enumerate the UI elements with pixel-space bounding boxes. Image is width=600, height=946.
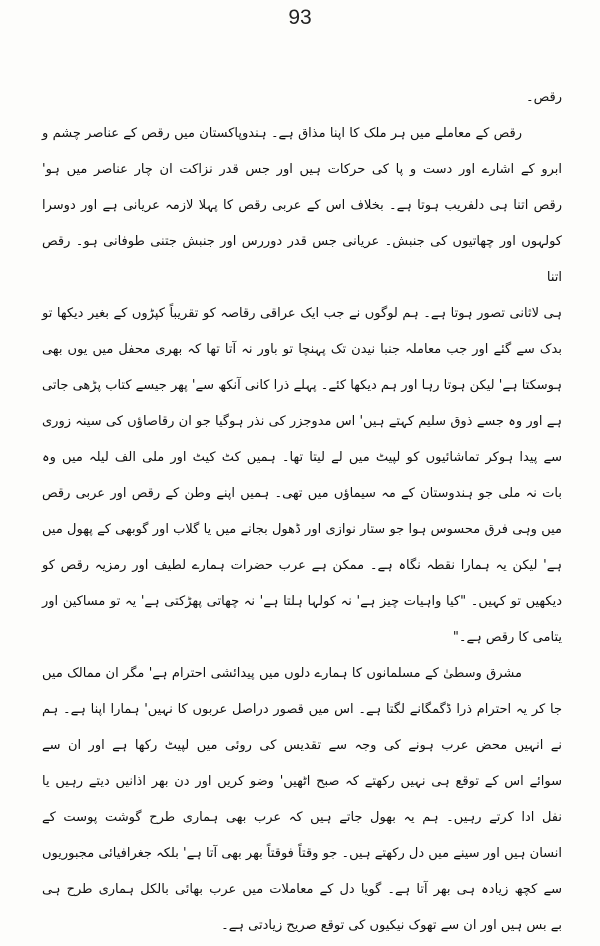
paragraph-1-line: ہے اور وہ جسے ذوق سلیم کہتے ہیں' اس مدوجزر کی نذر ہوگیا جو ان رقاصاؤں کی سینہ زوری bbox=[42, 414, 562, 429]
paragraph-1-line: یتامی کا رقص ہے۔" bbox=[452, 630, 562, 645]
page-number: 93 bbox=[288, 6, 312, 29]
paragraph-1-line: سے پیدا ہوکر تماشائیوں کو لپیٹ میں لے لیتا تھا۔ ہمیں کٹ کیٹ اور ملی الف لیلہ میں وہ bbox=[42, 450, 562, 465]
paragraph-1-line: ابرو کے اشارے اور دست و پا کی حرکات ہیں اور جس قدر نزاکت ان چار عناصر میں ہو' bbox=[42, 162, 562, 177]
body-text bbox=[42, 80, 562, 944]
paragraph-1-line: بدک سے گئے اور جب معاملہ جنبا نیدن تک پہنچا تو باور نہ آتا تھا کہ بھری محفل میں یوں بھی bbox=[42, 342, 562, 357]
paragraph-1-line: دیکھیں تو کہیں۔ "کیا واہیات چیز ہے' نہ کولہا ہلتا ہے' نہ چھاتی پھڑکتی ہے' یہ تو مساکین اور bbox=[42, 594, 562, 609]
section-heading: رقص۔ bbox=[525, 90, 562, 105]
paragraph-1-line: ہے' لیکن یہ ہمارا نقطہ نگاہ ہے۔ ممکن ہے عرب حضرات ہمارے لطیف اور رمزیہ رقص کو bbox=[42, 558, 562, 573]
paragraph-1-line: کولہوں اور چھاتیوں کی جنبش۔ عریانی جس قدر دوررس اور جنبش جتنی طوفانی ہو۔ رقص اتنا bbox=[42, 234, 562, 285]
paragraph-2-line: سے کچھ زیادہ ہی بھر آتا ہے۔ گویا دل کے معاملات میں عرب بھائی بالکل ہماری طرح ہی bbox=[42, 882, 562, 897]
paragraph-1-line: رقص اتنا ہی دلفریب ہوتا ہے۔ بخلاف اس کے عربی رقص کا پہلا لازمہ عریانی ہے اور دوسرا bbox=[42, 198, 562, 213]
paragraph-2-line: نفل ادا کرتے رہیں۔ ہم یہ بھول جاتے ہیں کہ عرب بھی ہماری طرح گوشت پوست کے bbox=[42, 810, 562, 825]
paragraph-2-line: انسان ہیں اور سینے میں دل رکھتے ہیں۔ جو وقتاً فوقتاً بھر بھی آتا ہے' بلکہ جغرافیائی مجبوریوں bbox=[42, 846, 562, 861]
paragraph-2-line: جا کر یہ احترام ذرا ڈگمگانے لگتا ہے۔ اس میں قصور دراصل عربوں کا نہیں' ہمارا اپنا ہے۔ ہم bbox=[42, 702, 562, 717]
paragraph-2-line: نے انہیں محض عرب ہونے کی وجہ سے تقدیس کی روئی میں لپیٹ رکھا ہے اور ان سے bbox=[42, 738, 562, 753]
paragraph-1-line: رقص کے معاملے میں ہر ملک کا اپنا مذاق ہے۔ ہندوپاکستان میں رقص کے عناصر چشم و bbox=[42, 126, 522, 141]
paragraph-2-line: سوائے اس کے توقع ہی نہیں رکھتے کہ صبح اٹھیں' وضو کریں اور دن بھر اذانیں دیتے رہیں یا bbox=[42, 774, 562, 789]
paragraph-1-line: میں وہی فرق محسوس ہوا جو ستار نوازی اور ڈھول بجانے میں یا گلاب اور گوبھی کے پھول میں bbox=[42, 522, 562, 537]
paragraph-2-line: مشرق وسطیٰ کے مسلمانوں کا ہمارے دلوں میں پیدائشی احترام ہے' مگر ان ممالک میں bbox=[42, 666, 522, 681]
paragraph-1-line: ہی لاثانی تصور ہوتا ہے۔ ہم لوگوں نے جب ایک عراقی رقاصہ کو تقریباً کپڑوں کے بغیر دیکھا تو bbox=[42, 306, 562, 321]
paragraph-2-line: بے بس ہیں اور ان سے تھوک نیکیوں کی توقع صریح زیادتی ہے۔ bbox=[221, 918, 562, 933]
paragraph-1-line: بات نہ ملی جو ہندوستان کے مہ سیماؤں میں تھی۔ ہمیں اپنے وطن کے رقص اور عربی رقص bbox=[42, 486, 562, 501]
paragraph-1-line: ہوسکتا ہے' لیکن ہوتا رہا اور ہم دیکھا کئے۔ پہلے ذرا کانی آنکھ سے' پھر جیسے کتاب پڑھی جاتی bbox=[42, 378, 562, 393]
